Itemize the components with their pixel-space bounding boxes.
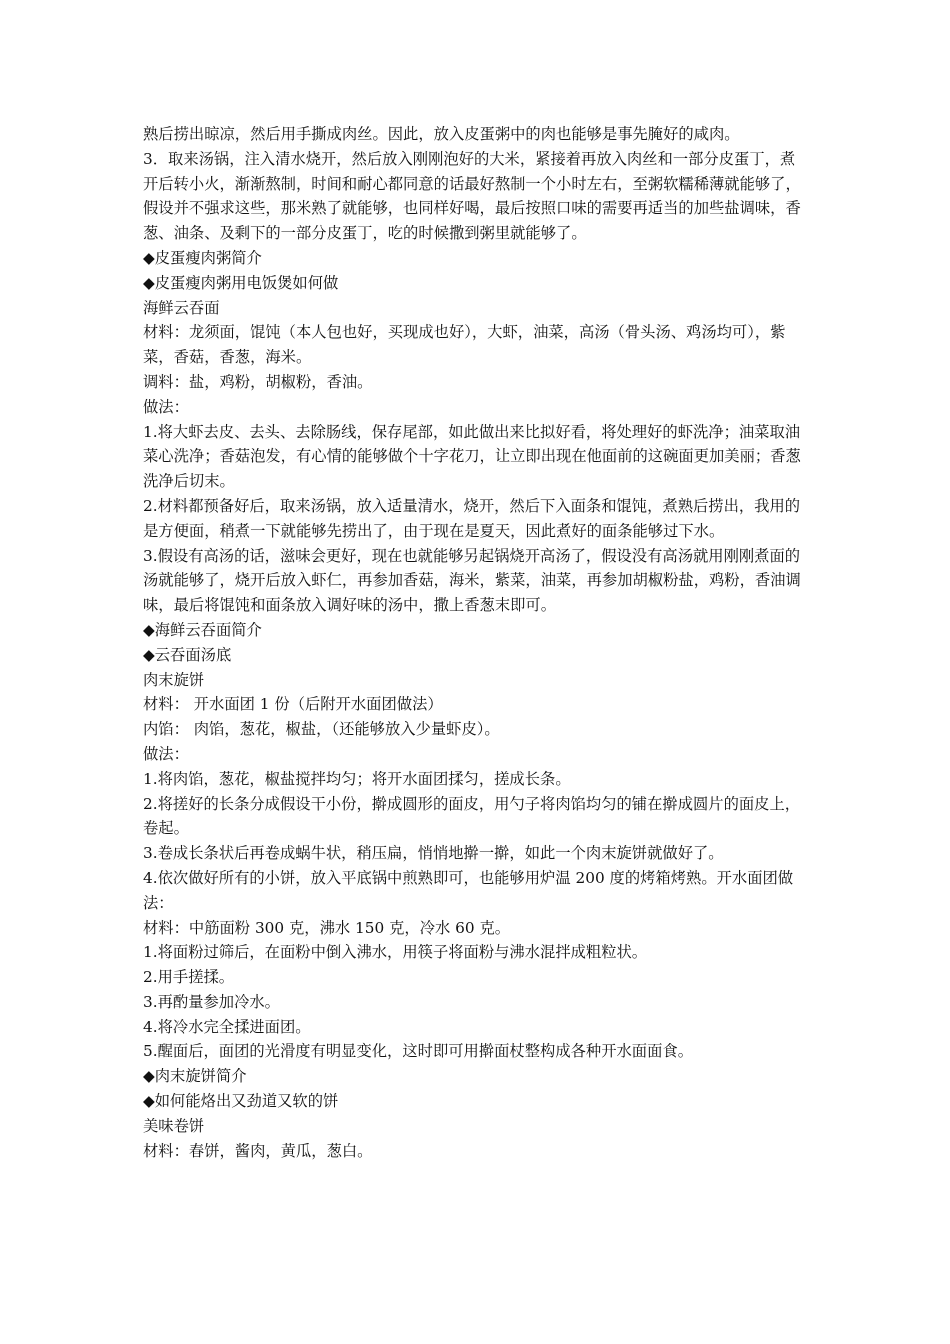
paragraph: 3．取来汤锅，注入清水烧开，然后放入刚刚泡好的大米，紧接着再放入肉丝和一部分皮蛋丁，煮开后转小火，渐渐熬制，时间和耐心都同意的话最好熬制一个小时左右，至粥软糯稀薄就能够了，假设并不强求这些，那米熟了就能够，也同样好喝，最后按照口味的需要再适当的加些盐调味，香葱、油条、及剩下的一部分皮蛋丁，吃的时候撒到粥里就能够了。 <box>143 149 801 243</box>
paragraph: 调料：盐，鸡粉，胡椒粉，香油。 <box>143 372 373 391</box>
paragraph: 材料：中筋面粉 300 克，沸水 150 克，冷水 60 克。 <box>143 918 511 937</box>
paragraph: ◆肉末旋饼简介 <box>143 1067 247 1086</box>
paragraph: 内馅： 肉馅，葱花，椒盐，（还能够放入少量虾皮）。 <box>143 720 500 739</box>
paragraph: 1.将大虾去皮、去头、去除肠线，保存尾部，如此做出来比拟好看，将处理好的虾洗净；油菜取油菜心洗净；香菇泡发，有心情的能够做个十字花刀，让立即出现在他面前的这碗面更加美丽；香葱洗净后切末。 <box>143 422 801 491</box>
paragraph: 熟后捞出晾凉，然后用手撕成肉丝。因此，放入皮蛋粥中的肉也能够是事先腌好的咸肉。 <box>143 125 740 143</box>
paragraph: 3.再酌量参加冷水。 <box>143 992 280 1011</box>
paragraph: ◆云吞面汤底 <box>143 645 232 664</box>
paragraph: 3.卷成长条状后再卷成蜗牛状，稍压扁，悄悄地擀一擀，如此一个肉末旋饼就做好了。 <box>143 844 724 863</box>
paragraph: ◆海鲜云吞面简介 <box>143 620 262 639</box>
paragraph: ◆皮蛋瘦肉粥简介 <box>143 248 262 267</box>
section-title: 美味卷饼 <box>143 1116 205 1135</box>
document-body <box>143 122 808 1163</box>
paragraph: 2.材料都预备好后，取来汤锅，放入适量清水，烧开，然后下入面条和馄饨，煮熟后捞出，我用的是方便面，稍煮一下就能够先捞出了，由于现在是夏天，因此煮好的面条能够过下水。 <box>143 496 801 540</box>
paragraph: 做法： <box>143 397 189 416</box>
paragraph: 2.将搓好的长条分成假设干小份，擀成圆形的面皮，用勺子将肉馅均匀的铺在擀成圆片的面皮上，卷起。 <box>143 794 801 838</box>
section-title: 肉末旋饼 <box>143 670 205 689</box>
paragraph: 5.醒面后，面团的光滑度有明显变化，这时即可用擀面杖整构成各种开水面面食。 <box>143 1042 693 1061</box>
paragraph: 4.依次做好所有的小饼，放入平底锅中煎熟即可，也能够用炉温 200 度的烤箱烤熟。开水面团做法： <box>143 868 794 912</box>
paragraph: 2.用手搓揉。 <box>143 968 235 987</box>
paragraph: 3.假设有高汤的话，滋味会更好，现在也就能够另起锅烧开高汤了，假设没有高汤就用刚刚煮面的汤就能够了，烧开后放入虾仁，再参加香菇，海米，紫菜，油菜，再参加胡椒粉盐，鸡粉，香油调味，最后将馄饨和面条放入调好味的汤中，撒上香葱末即可。 <box>143 546 801 615</box>
paragraph: 4.将冷水完全揉进面团。 <box>143 1017 311 1036</box>
paragraph: 材料：龙须面，馄饨（本人包也好，买现成也好），大虾，油菜，高汤（骨头汤、鸡汤均可），紫菜，香菇，香葱，海米。 <box>143 323 786 367</box>
paragraph: 1.将面粉过筛后，在面粉中倒入沸水，用筷子将面粉与沸水混拌成粗粒状。 <box>143 943 648 962</box>
paragraph: 材料： 开水面团 1 份（后附开水面团做法） <box>143 695 443 714</box>
paragraph: ◆皮蛋瘦肉粥用电饭煲如何做 <box>143 273 339 292</box>
paragraph: 做法： <box>143 744 189 763</box>
section-title: 海鲜云吞面 <box>143 298 220 317</box>
paragraph: 材料：春饼，酱肉，黄瓜，葱白。 <box>143 1141 373 1160</box>
paragraph: ◆如何能烙出又劲道又软的饼 <box>143 1092 339 1111</box>
paragraph: 1.将肉馅，葱花，椒盐搅拌均匀；将开水面团揉匀，搓成长条。 <box>143 769 571 788</box>
